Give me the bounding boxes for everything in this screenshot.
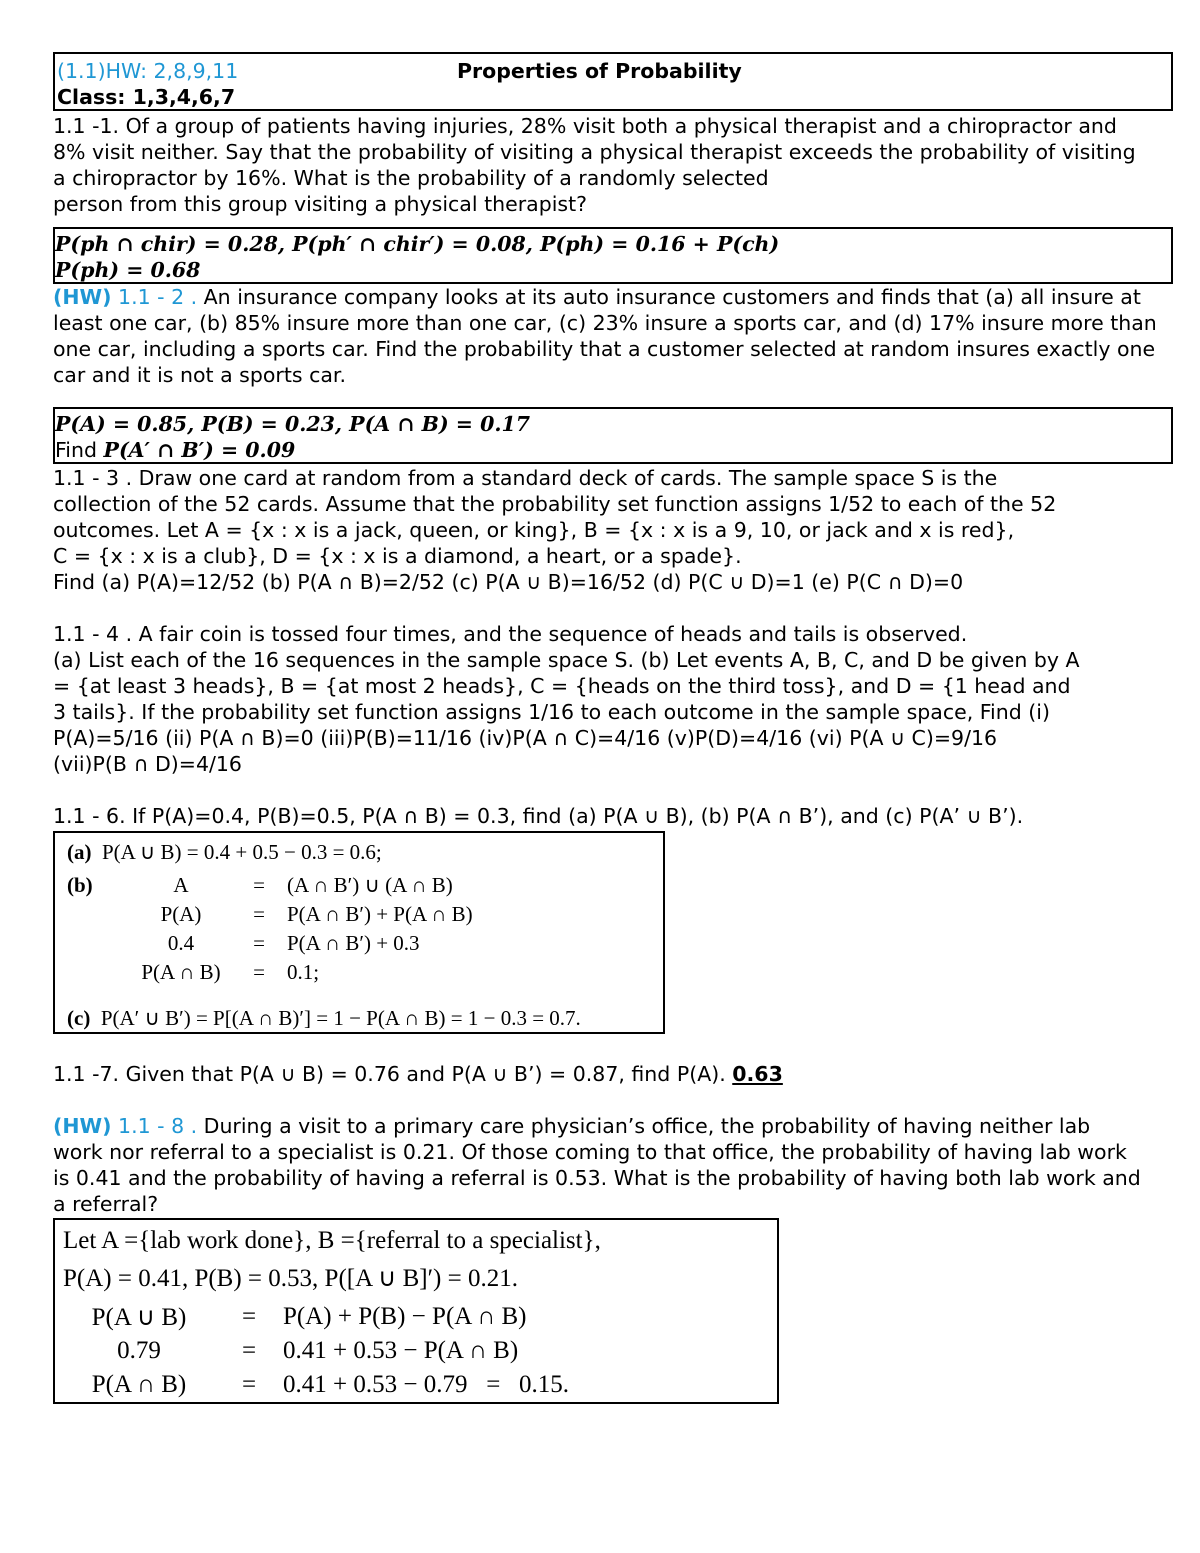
problem-2-answer-box (53, 407, 1173, 464)
class-line: Class: 1,3,4,6,7 (57, 85, 236, 109)
solution-8-line-2: P(A) = 0.41, P(B) = 0.53, P([A ∪ B]′) = 0.21. (63, 1265, 518, 1292)
solution-8-line-1: Let A ={lab work done}, B ={referral to a specialist}, (63, 1227, 601, 1254)
problem-2-number: 1.1 - 2 . (111, 285, 198, 309)
problem-7-answer: 0.63 (732, 1062, 783, 1086)
problem-8-solution-box (53, 1218, 779, 1404)
header-box (53, 52, 1173, 111)
problem-2-answer-line-2: Find P(A′ ∩ B′) = 0.09 (55, 438, 296, 462)
solution-a: (a) P(A ∪ B) = 0.4 + 0.5 − 0.3 = 0.6; (67, 840, 382, 864)
solution-b-table: (b) A = (A ∩ B′) ∪ (A ∩ B) P(A) = P(A ∩ B′) + P(A ∩ B) 0.4 = P(A ∩ B′) + 0.3 P(A ∩ B) = 0.1; (67, 873, 473, 984)
hw-label: (1.1)HW: 2,8,9,11 (57, 59, 239, 83)
solution-8-table: P(A ∪ B) = P(A) + P(B) − P(A ∩ B) 0.79 = 0.41 + 0.53 − P(A ∩ B) P(A ∩ B) = 0.41 + 0.53 − 0.79 = 0.15. (91, 1303, 570, 1398)
problem-4-text: 1.1 - 4 . A fair coin is tossed four times, and the sequence of heads and tails is observed. (a) List each of the 16 sequences in the sample space S. (b) Let events A, B, C, and D be given by A = {at least 3 heads}, B = {at most 2 heads}, C = {heads on the third toss}, and D = {1 head and 3 tails}. If the probability set function assigns 1/16 to each outcome in the sample space, Find (i) P(A)=5/16 (ii) P(A ∩ B)=0 (iii)P(B)=11/16 (iv)P(A ∩ C)=4/16 (v)P(D)=4/16 (vi) P(A ∪ C)=9/16 (vii)P(B ∩ D)=4/16 (53, 621, 1173, 777)
problem-3-text: 1.1 - 3 . Draw one card at random from a standard deck of cards. The sample space S is the collection of the 52 cards. Assume that the probability set function assigns 1/52 to each of the 52 outcomes. Let A = {x : x is a jack, queen, or king}, B = {x : x is a 9, 10, or jack and x is red}, C = {x : x is a club}, D = {x : x is a diamond, a heart, or a spade}. Find (a) P(A)=12/52 (b) P(A ∩ B)=2/52 (c) P(A ∪ B)=16/52 (d) P(C ∪ D)=1 (e) P(C ∩ D)=0 (53, 465, 1173, 595)
problem-1-answer-line-1: P(ph ∩ chir) = 0.28, P(ph′ ∩ chir′) = 0.08, P(ph) = 0.16 + P(ch) (55, 232, 780, 256)
problem-3-answers: Find (a) P(A)=12/52 (b) P(A ∩ B)=2/52 (c) P(A ∪ B)=16/52 (d) P(C ∪ D)=1 (e) P(C ∩ D)=0 (53, 570, 964, 594)
problem-8-text: (HW) 1.1 - 8 . During a visit to a primary care physician’s office, the probability of having neither lab work nor referral to a specialist is 0.21. Of those coming to that office, the probability of having lab work is 0.41 and the probability of having a referral is 0.53. What is the probability of having both lab work and a referral? (53, 1114, 1141, 1216)
solution-c: (c) P(A′ ∪ B′) = P[(A ∩ B)′] = 1 − P(A ∩ B) = 1 − 0.3 = 0.7. (67, 1006, 581, 1030)
page-title: Properties of Probability (457, 59, 742, 83)
problem-2-answer-line-1: P(A) = 0.85, P(B) = 0.23, P(A ∩ B) = 0.17 (55, 412, 531, 436)
problem-1-text: 1.1 -1. Of a group of patients having injuries, 28% visit both a physical therapist and a chiropractor and 8% visit neither. Say that the probability of visiting a physical therapist exceeds the probability of visiting a chiropractor by 16%. What is the probability of a randomly selected person from this group visiting a physical therapist? (53, 114, 1136, 216)
problem-1-answer-box (53, 227, 1173, 284)
hw-tag: (HW) (53, 285, 112, 309)
document (53, 52, 1173, 1404)
problem-6-solution-box (53, 831, 665, 1034)
problem-8-number: 1.1 - 8 . (111, 1114, 198, 1138)
problem-1-answer-line-2: P(ph) = 0.68 (55, 258, 201, 282)
problem-7-text: 1.1 -7. Given that P(A ∪ B) = 0.76 and P(A ∪ B’) = 0.87, find P(A). 0.63 (53, 1062, 783, 1086)
problem-4-answers: P(A)=5/16 (ii) P(A ∩ B)=0 (iii)P(B)=11/16 (iv)P(A ∩ C)=4/16 (v)P(D)=4/16 (vi) P(A ∪ C)=9/16 (53, 726, 998, 750)
hw-tag: (HW) (53, 1114, 112, 1138)
problem-2-text: (HW) 1.1 - 2 . An insurance company looks at its auto insurance customers and finds that (a) all insure at least one car, (b) 85% insure more than one car, (c) 23% insure a sports car, and (d) 17% insure more than one car, including a sports car. Find the probability that a customer selected at random insures exactly one car and it is not a sports car. (53, 285, 1157, 387)
problem-6-text: 1.1 - 6. If P(A)=0.4, P(B)=0.5, P(A ∩ B) = 0.3, find (a) P(A ∪ B), (b) P(A ∩ B’), and (c) P(A’ ∪ B’). (53, 804, 1024, 828)
